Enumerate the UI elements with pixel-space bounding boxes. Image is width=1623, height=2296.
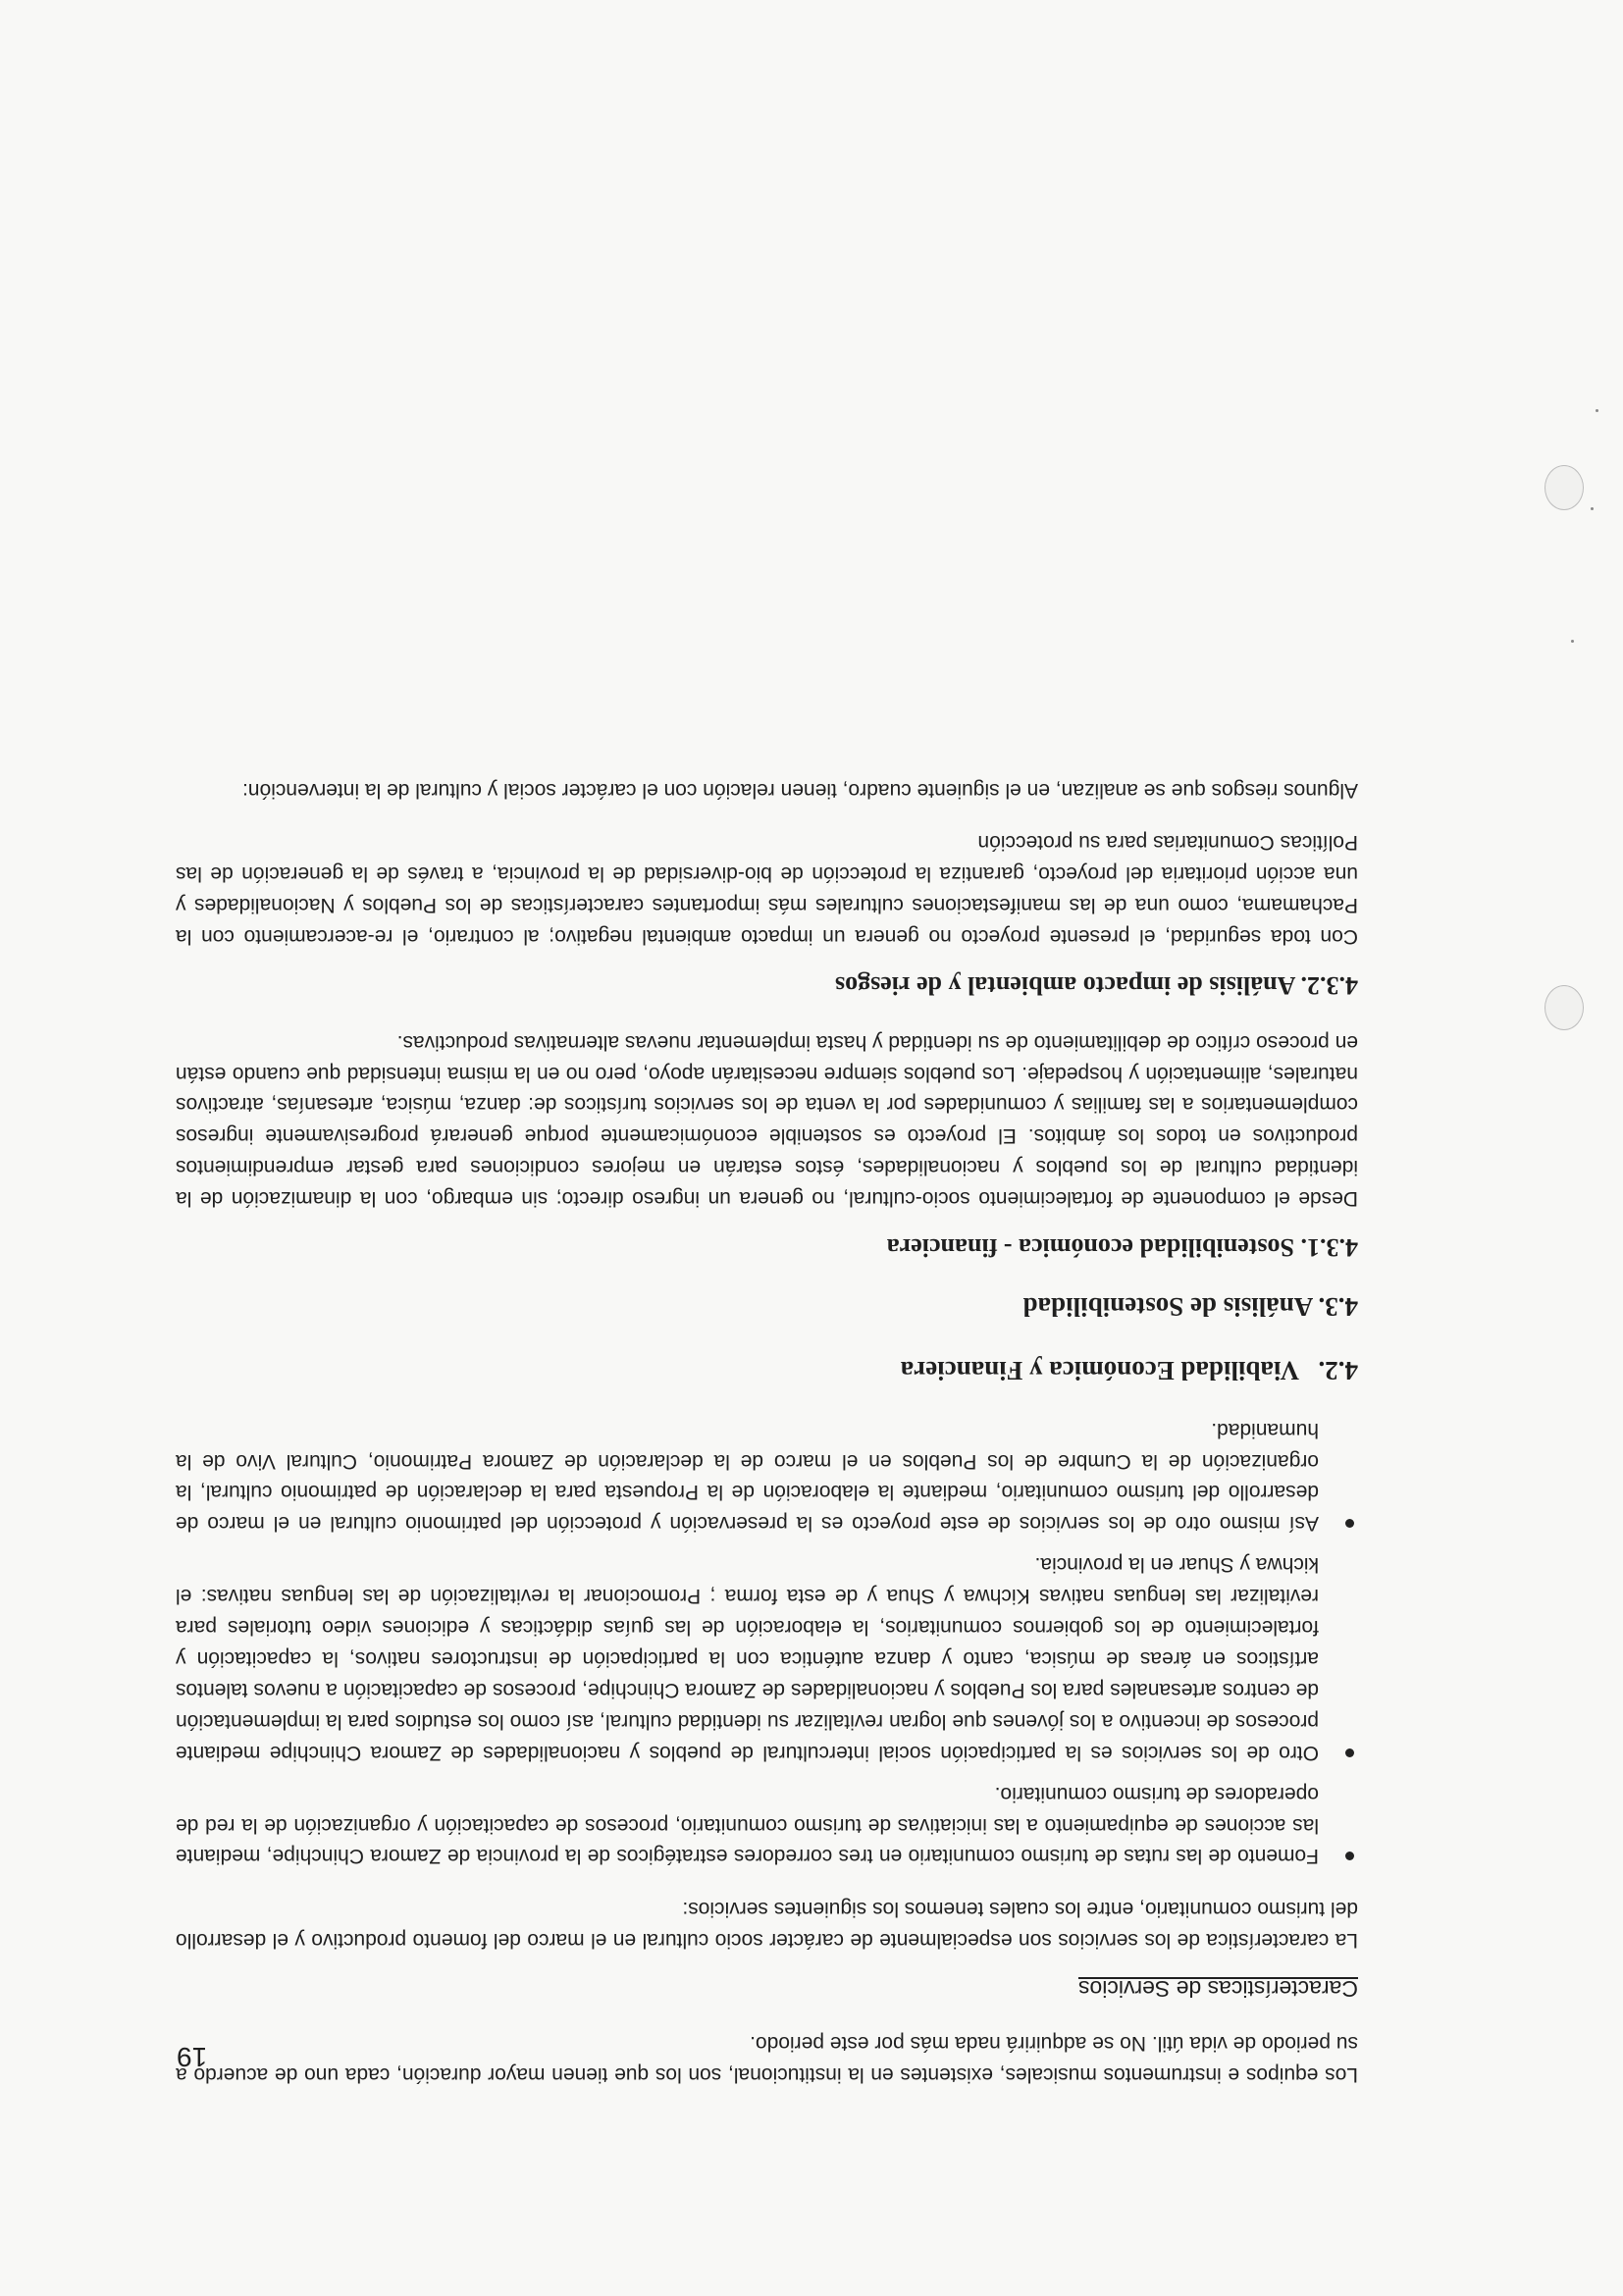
page-content: [176, 753, 1358, 2090]
bullet-icon: [1345, 1852, 1354, 1860]
services-intro: La característica de los servicios son especialmente de carácter socio cultural en el marco del fomento productivo y el desarrollo del turismo comunitario, entre los cuales tenemos los siguientes servicios:: [176, 1898, 1358, 1953]
closing-paragraph: Algunos riesgos que se analizan, en el siguiente cuadro, tienen relación con el carácter social y cultural de la intervención:: [241, 778, 1358, 802]
section-heading-4-3: 4.3. Análisis de Sostenibilidad: [1022, 1291, 1358, 1322]
bullet-icon: [1345, 1519, 1354, 1528]
section-number: 4.2.: [1318, 1355, 1358, 1385]
list-item: [176, 1414, 1358, 1539]
section-heading-4-3-2: 4.3.2. Análisis de impacto ambiental y de riesgos: [834, 970, 1358, 1000]
list-item-text: Así mismo otro de los servicios de este proyecto es la preservación y protección del patrimonio cultural en el marco de desarrollo del turismo comunitario, mediante la elaboración de la Propuesta para la declaración de patrimonio cultural, la organización de la Cumbre de los Pueblos en el marco de la declaración de Zamora Patrimonio, Cultural Vivo de la humanidad.: [176, 1418, 1319, 1536]
list-item-text: Fomento de las rutas de turismo comunitario en tres corredores estratégicos de la provincia de Zamora Chinchipe, mediante las acciones de equipamiento a las iniciativas de turismo comunitario, procesos de capacitación y organización de la red de operadores de turismo comunitario.: [176, 1782, 1319, 1868]
services-heading: Características de Servicios: [1077, 1976, 1358, 2003]
scan-speck: [1571, 640, 1574, 643]
services-list: [176, 1414, 1358, 1872]
paragraph-4-3-2: Con toda seguridad, el presente proyecto no genera un impacto ambiental negativo; al contrario, el re-acercamiento con la Pachamama, como una de las manifestaciones culturales más importantes características de los Pueblos y Nacionalidades y una acción prioritaria del proyecto, garantiza la protección de bio-diversidad de la provincia, a través de la generación de las Políticas Comunitarias para su protección: [176, 831, 1358, 949]
section-heading-4-2: [176, 1350, 1358, 1390]
binder-hole-icon: [1544, 985, 1584, 1030]
paragraph-4-3-1: Desde el componente de fortalecimiento socio-cultural, no genera un ingreso directo; sin embargo, con la dinamización de la identidad cultural de los pueblos y nacionalidades, éstos estarán en mejores condiciones para gestar emprendimientos productivos en todos los ámbitos. El proyecto es sostenible económicamente porque generará progresivamente ingresos complementarios a las familias y comunidades por la venta de los servicios turísticos de: danza, música, artesanías, atractivos naturales, alimentación y hospedaje. Los pueblos siempre necesitarán apoyo, pero no en la misma intensidad que cuando están en proceso crítico de debilitamiento de su identidad y hasta implementar nuevas alternativas productivas.: [176, 1030, 1358, 1211]
list-item: [176, 1778, 1358, 1872]
scan-speck: [1591, 507, 1594, 510]
binder-hole-icon: [1544, 465, 1584, 510]
page-number: 19: [177, 2042, 208, 2072]
section-heading-4-3-1: 4.3.1. Sostenibilidad económica - financiera: [886, 1232, 1358, 1262]
section-title: Viabilidad Económica y Financiera: [900, 1355, 1299, 1385]
list-item: [176, 1548, 1358, 1767]
list-item-text: Otro de los servicios es la participación social intercultural de pueblos y nacionalidades de Zamora Chinchipe mediante procesos de incentivo a los jóvenes que logran revitalizar su identidad cultural, así como los estudios para la implementación de centros artesanales para los Pueblos y nacionalidades de Zamora Chinchipe, procesos de capacitación a nuevos talentos artísticos en áreas de música, canto y danza auténtica con la participación de instructores nativos, la capacitación y fortalecimiento de los gobiernos comunitarios, la elaboración de las guías didácticas y ediciones video tutoriales para revitalizar las lenguas nativas Kichwa y Shua y de esta forma ; Promocionar la revitalización de las lenguas nativas: el kichwa y Shuar en la provincia.: [176, 1553, 1319, 1764]
scan-speck: [1596, 409, 1598, 412]
bullet-icon: [1345, 1748, 1354, 1757]
intro-paragraph: Los equipos e instrumentos musicales, existentes en la institucional, son los que tienen mayor duración, cada uno de acuerdo a su periodo de vida útil. No se adquirirá nada más por este periodo.: [176, 2032, 1358, 2086]
